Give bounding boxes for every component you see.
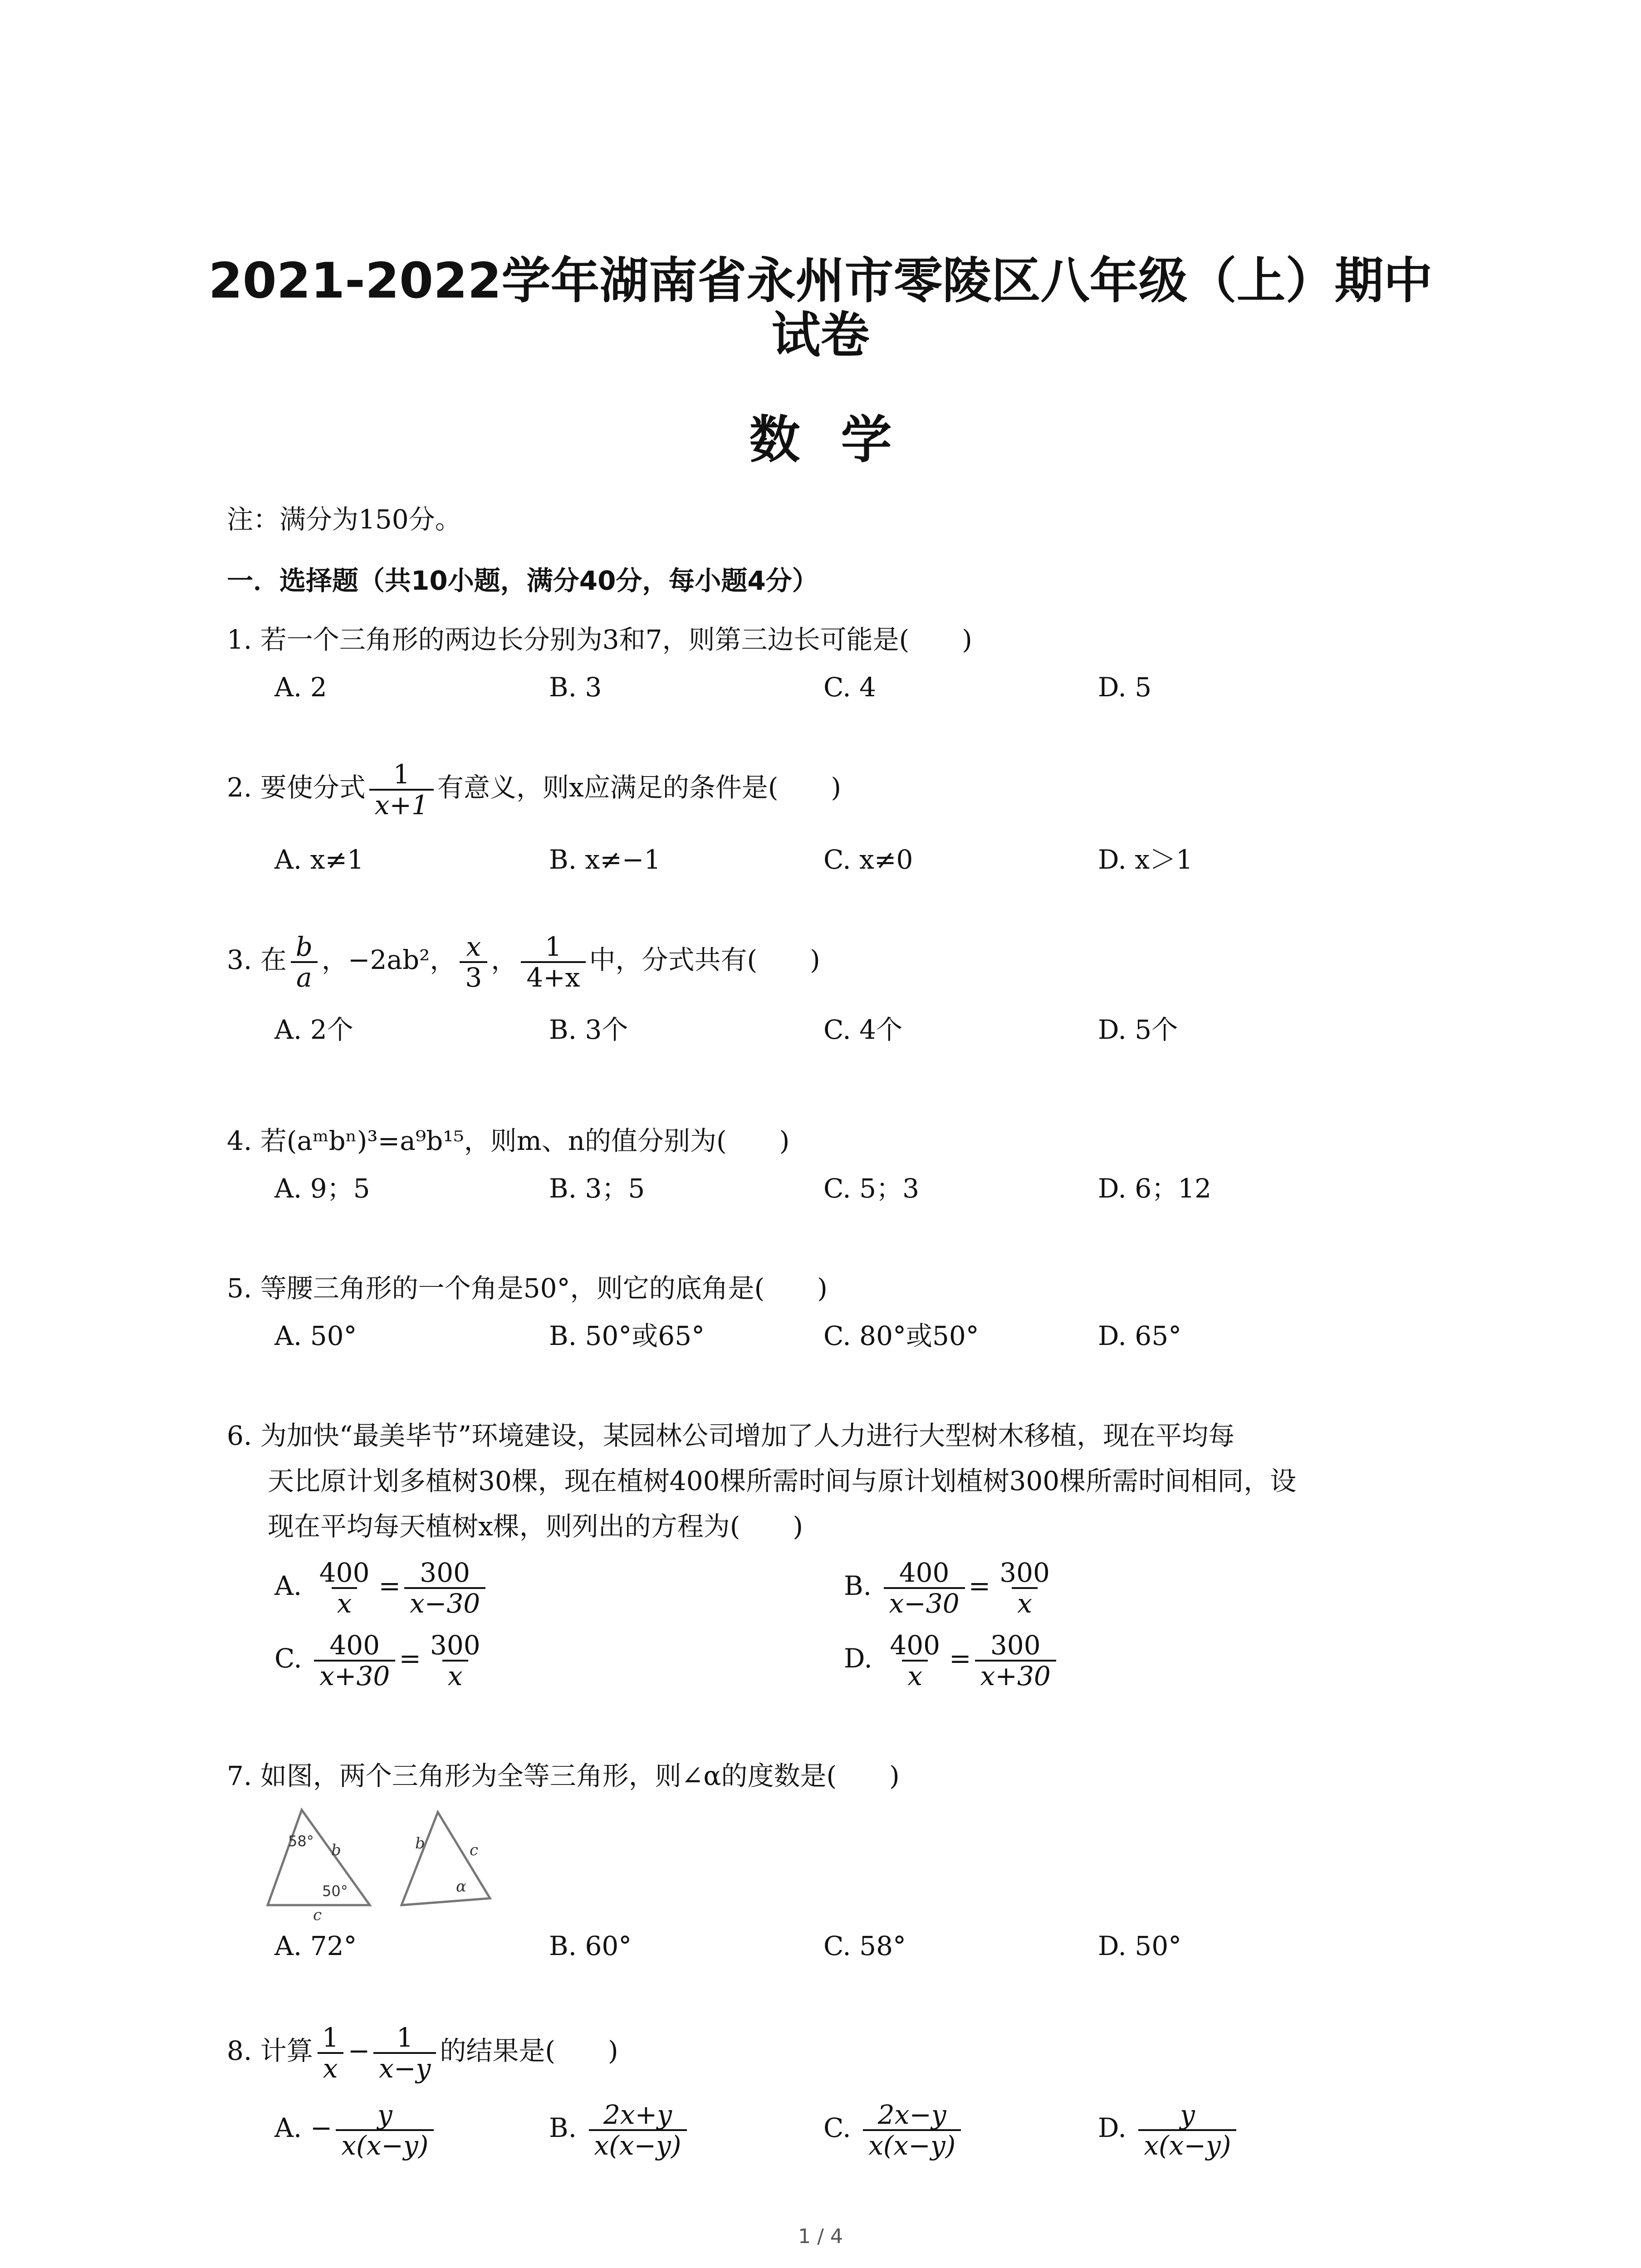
q8-c-den: x(x−y) <box>863 2129 961 2160</box>
q1-option-b: B. 3 <box>549 672 602 703</box>
q6-d-r-num: 300 <box>990 1630 1041 1661</box>
q6-c-left <box>314 1631 395 1691</box>
q6-a-l-den: x <box>332 1587 358 1618</box>
q8-fraction-2 <box>373 2023 436 2083</box>
q6-b-left <box>884 1558 965 1618</box>
q8-f1-den: x <box>318 2052 343 2083</box>
q6-c-r-num: 300 <box>430 1630 480 1661</box>
q8-d-label: D. <box>1098 2112 1127 2144</box>
q6-a-l-num: 400 <box>319 1557 370 1588</box>
q7-option-d: D. 50° <box>1098 1931 1182 1961</box>
subject-heading: 数学 <box>749 411 933 469</box>
q8-b-num: 2x+y <box>603 2099 672 2130</box>
q8-c-num: 2x−y <box>877 2099 946 2130</box>
q8-a-fraction <box>336 2100 434 2160</box>
congruent-triangles-figure <box>263 1803 544 1921</box>
q2-option-d: D. x＞1 <box>1098 844 1193 875</box>
q8-fraction-1 <box>317 2023 344 2083</box>
q6-d-right <box>975 1631 1056 1691</box>
q6-d-left <box>884 1631 945 1691</box>
q5-option-c: C. 80°或50° <box>823 1320 979 1351</box>
q3-prefix: 3. 在 <box>227 944 287 976</box>
q6-a-left <box>314 1558 375 1618</box>
q3-option-a: A. 2个 <box>274 1014 353 1045</box>
q8-d-num: y <box>1180 2099 1195 2130</box>
fig-angle-50: 50° <box>322 1882 348 1900</box>
q7-option-a: A. 72° <box>274 1931 357 1961</box>
q4-option-c: C. 5；3 <box>823 1173 919 1204</box>
q3-f1-den: a <box>291 961 318 992</box>
q8-f1-num: 1 <box>322 2022 339 2053</box>
q3-f2-den: 3 <box>460 961 487 992</box>
q1-option-a: A. 2 <box>274 672 327 703</box>
q6-a-r-num: 300 <box>420 1557 470 1588</box>
fig-side-c1: c <box>313 1906 322 1921</box>
q4-option-b: B. 3；5 <box>549 1173 645 1204</box>
q6-d-l-den: x <box>902 1660 928 1691</box>
q6-line-1: 6. 为加快“最美毕节”环境建设，某园林公司增加了人力进行大型树木移植，现在平均每 <box>227 1420 1235 1451</box>
q8-c-fraction <box>863 2100 961 2160</box>
q6-a-eq: = <box>378 1570 401 1602</box>
q6-c-eq: = <box>399 1643 421 1674</box>
q8-prefix: 8. 计算 <box>227 2035 313 2067</box>
q7-option-b: B. 60° <box>549 1931 632 1961</box>
q8-a-num: y <box>377 2099 392 2130</box>
q3-stem <box>227 932 820 992</box>
fig-side-b2: b <box>415 1834 425 1853</box>
q6-c-l-num: 400 <box>329 1630 380 1661</box>
page-number: 1 / 4 <box>798 2225 843 2248</box>
q6-a-label: A. <box>274 1570 302 1602</box>
q8-b-label: B. <box>549 2112 577 2144</box>
q5-option-b: B. 50°或65° <box>549 1320 705 1351</box>
q6-d-eq: = <box>949 1643 971 1674</box>
q6-line-2: 天比原计划多植树30棵，现在植树400棵所需时间与原计划植树300棵所需时间相同，设 <box>268 1466 1297 1496</box>
q5-stem: 5. 等腰三角形的一个角是50°，则它的底角是( ) <box>227 1273 828 1304</box>
q8-b-fraction <box>589 2100 687 2160</box>
q4-option-d: D. 6；12 <box>1098 1173 1212 1204</box>
q3-option-b: B. 3个 <box>549 1014 628 1045</box>
section-heading: 一．选择题（共10小题，满分40分，每小题4分） <box>227 565 818 596</box>
q1-option-d: D. 5 <box>1098 672 1152 703</box>
q6-c-label: C. <box>274 1643 302 1674</box>
q4-stem: 4. 若(aᵐbⁿ)³=a⁹b¹⁵，则m、n的值分别为( ) <box>227 1125 790 1156</box>
q6-b-r-num: 300 <box>999 1557 1050 1588</box>
q8-a-sign: − <box>310 2112 333 2144</box>
q6-d-r-den: x+30 <box>975 1660 1056 1691</box>
q6-b-r-den: x <box>1012 1587 1038 1618</box>
q8-option-c <box>823 2100 965 2160</box>
q6-b-l-den: x−30 <box>884 1587 965 1618</box>
fig-alpha: α <box>456 1877 466 1896</box>
q2-prefix: 2. 要使分式 <box>227 772 366 803</box>
q6-d-l-num: 400 <box>890 1630 941 1661</box>
q6-a-r-den: x−30 <box>404 1587 485 1618</box>
q8-f2-den: x−y <box>373 2052 436 2083</box>
q7-option-c: C. 58° <box>823 1931 906 1961</box>
q6-c-l-den: x+30 <box>314 1660 395 1691</box>
q2-option-a: A. x≠1 <box>274 844 364 875</box>
q8-b-den: x(x−y) <box>589 2129 687 2160</box>
q6-line-3: 现在平均每天植树x棵，则列出的方程为( ) <box>268 1511 803 1542</box>
q8-option-d <box>1098 2100 1240 2160</box>
fig-side-b1: b <box>331 1841 341 1859</box>
q6-option-b <box>844 1558 1059 1618</box>
q3-fraction-1 <box>290 932 318 992</box>
score-note: 注：满分为150分。 <box>227 504 461 535</box>
q2-option-c: C. x≠0 <box>823 844 913 875</box>
q3-fraction-3 <box>521 932 585 992</box>
q6-b-label: B. <box>844 1570 872 1602</box>
q2-stem <box>227 760 841 820</box>
q8-f2-num: 1 <box>396 2022 413 2053</box>
q8-minus: − <box>348 2035 370 2067</box>
triangle-1 <box>268 1810 370 1905</box>
fig-angle-58: 58° <box>288 1833 314 1850</box>
q6-option-d <box>844 1631 1060 1691</box>
q8-a-label: A. <box>274 2112 302 2144</box>
q8-d-den: x(x−y) <box>1138 2129 1236 2160</box>
q3-option-c: C. 4个 <box>823 1014 903 1045</box>
page-title-line1: 2021-2022学年湖南省永州市零陵区八年级（上）期中 <box>208 253 1433 309</box>
q8-d-fraction <box>1138 2100 1236 2160</box>
q2-frac-den: x+1 <box>369 789 434 820</box>
q6-b-eq: = <box>968 1570 991 1602</box>
q6-d-label: D. <box>844 1643 872 1674</box>
q6-option-c <box>274 1631 490 1691</box>
q8-option-b <box>549 2100 691 2160</box>
q7-stem: 7. 如图，两个三角形为全等三角形，则∠α的度数是( ) <box>227 1760 900 1791</box>
q6-c-r-den: x <box>442 1660 468 1691</box>
q2-suffix: 有意义，则x应满足的条件是( ) <box>437 772 841 803</box>
q3-mid2: ， <box>491 944 518 976</box>
q2-fraction <box>369 760 434 820</box>
q3-f1-num: b <box>295 931 313 962</box>
q3-f3-num: 1 <box>544 931 562 962</box>
q4-option-a: A. 9；5 <box>274 1173 370 1204</box>
q8-c-label: C. <box>823 2112 851 2144</box>
q3-option-d: D. 5个 <box>1098 1014 1178 1045</box>
q8-a-den: x(x−y) <box>336 2129 434 2160</box>
q1-stem: 1. 若一个三角形的两边长分别为3和7，则第三边长可能是( ) <box>227 624 972 655</box>
q2-frac-num: 1 <box>393 759 410 790</box>
q6-b-right <box>994 1558 1055 1618</box>
q8-stem <box>227 2023 618 2083</box>
q5-option-d: D. 65° <box>1098 1320 1182 1351</box>
q3-mid1: ，−2ab²， <box>321 944 456 976</box>
q8-suffix: 的结果是( ) <box>440 2035 618 2067</box>
q5-option-a: A. 50° <box>274 1320 357 1351</box>
q2-option-b: B. x≠−1 <box>549 844 661 875</box>
q3-f2-num: x <box>466 931 481 962</box>
q6-c-right <box>425 1631 486 1691</box>
q3-fraction-2 <box>460 932 487 992</box>
q6-a-right <box>404 1558 485 1618</box>
q3-f3-den: 4+x <box>521 961 585 992</box>
q1-option-c: C. 4 <box>823 672 877 703</box>
fig-side-c2: c <box>470 1841 479 1859</box>
q6-b-l-num: 400 <box>899 1557 950 1588</box>
page-title-line2: 试卷 <box>771 307 870 364</box>
q8-option-a <box>274 2100 437 2160</box>
q6-option-a <box>274 1558 489 1618</box>
q3-suffix: 中，分式共有( ) <box>589 944 820 976</box>
